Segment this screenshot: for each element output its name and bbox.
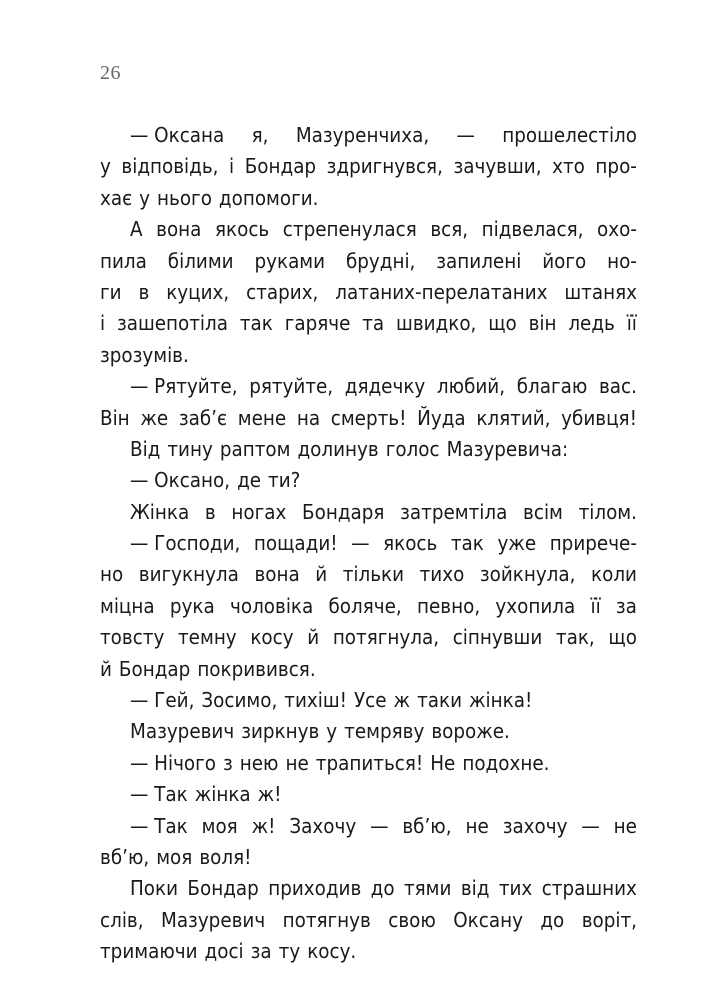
text-line [100, 465, 637, 496]
word: тихо [419, 562, 465, 587]
word: долинув [297, 436, 379, 461]
word: Захочу [289, 813, 357, 838]
text-line [100, 434, 637, 465]
text-line [100, 685, 637, 716]
word: косу [250, 625, 294, 650]
word: її [626, 311, 637, 336]
word: уже [497, 531, 537, 556]
text-line [100, 246, 637, 277]
word: Жінка [130, 499, 190, 524]
word: — Оксано, [130, 468, 231, 493]
word: ту [278, 939, 301, 964]
word: Оксану [453, 907, 523, 932]
word: любий, [436, 374, 506, 399]
word: но- [607, 248, 637, 273]
text-line [100, 214, 637, 245]
word: потягнула, [332, 625, 440, 650]
text-line [100, 811, 637, 842]
page-number: 26 [100, 62, 121, 84]
word: Бондар [244, 154, 317, 179]
word: ледь [568, 311, 615, 336]
word: старих, [246, 279, 319, 304]
word: нього [157, 185, 212, 210]
word: латаних-перелатаних [335, 279, 548, 304]
word: рука [169, 593, 215, 618]
word: сіпнувши [452, 625, 543, 650]
word: штанях [564, 279, 637, 304]
word: так [239, 311, 273, 336]
text-line [100, 183, 637, 214]
word: й [315, 562, 328, 587]
text-line [100, 120, 637, 151]
word: страшних [541, 876, 637, 901]
word: Мазуревич [160, 907, 266, 932]
word: про- [595, 154, 637, 179]
word: рятуйте, [249, 374, 334, 399]
word: же [140, 405, 169, 430]
word: таки [417, 688, 462, 713]
word: до [370, 876, 395, 901]
word: вона [156, 217, 202, 242]
word: приходив [268, 876, 362, 901]
word: Усе [353, 688, 387, 713]
word: темну [178, 625, 237, 650]
word: коли [591, 562, 637, 587]
word: воріт, [581, 907, 637, 932]
word: тихіш! [284, 688, 347, 713]
word: моя [156, 844, 193, 869]
text-line [100, 748, 637, 779]
word: клятий, [476, 405, 551, 430]
word: його [542, 248, 587, 273]
text-line [100, 277, 637, 308]
word: якось [214, 217, 270, 242]
text-line [100, 591, 637, 622]
word: но [100, 562, 124, 587]
word: відповідь, [121, 154, 219, 179]
word: на [296, 405, 321, 430]
text-line [100, 497, 637, 528]
word: Зосимо, [201, 688, 278, 713]
text-line [100, 308, 637, 339]
word: чоловіка [230, 593, 314, 618]
word: Мазуревич [130, 719, 235, 744]
word: мене [237, 405, 287, 430]
word: і [229, 154, 235, 179]
text-line [100, 371, 637, 402]
word: у [139, 185, 151, 210]
word: слів, [100, 907, 144, 932]
word: вб’ю, [100, 844, 150, 869]
word: стрепенулася [282, 217, 417, 242]
word: вся, [430, 217, 469, 242]
word: трапиться! [315, 750, 424, 775]
word: до [540, 907, 565, 932]
word: хто [552, 154, 585, 179]
word: воля! [199, 844, 252, 869]
word: вас. [598, 374, 637, 399]
word: не [465, 813, 489, 838]
word: від [460, 876, 490, 901]
word: голос [385, 436, 440, 461]
word: пила [100, 248, 147, 273]
word: не [285, 750, 309, 775]
word: й [307, 625, 320, 650]
word: запилені [436, 248, 522, 273]
word: зойкнула, [479, 562, 576, 587]
word: гаряче [284, 311, 351, 336]
text-line [100, 779, 637, 810]
word: Мазуренчиха, [295, 123, 430, 147]
word: швидко, [396, 311, 477, 336]
word: затремтіла [400, 499, 508, 524]
word: темряву [344, 719, 425, 744]
word: — [456, 123, 475, 147]
word: підвелася, [481, 217, 584, 242]
word: благаю [516, 374, 588, 399]
word: Бондаря [302, 499, 385, 524]
word: прошелестіло [502, 123, 637, 147]
word: брудні, [345, 248, 416, 273]
word: — Рятуйте, [130, 374, 238, 399]
word: допомоги. [218, 185, 319, 210]
word: за [250, 939, 272, 964]
text-line [100, 905, 637, 936]
word: тілом. [578, 499, 637, 524]
word: Поки [130, 876, 179, 901]
word: у [100, 154, 111, 179]
word: так, [555, 625, 595, 650]
word: — [351, 531, 370, 556]
word: здригнувся, [326, 154, 443, 179]
word: ти? [268, 468, 301, 493]
text-line [100, 842, 637, 873]
word: боляче, [328, 593, 402, 618]
word: вона [254, 562, 300, 587]
word: ж! [251, 813, 276, 838]
word: — Так [130, 813, 188, 838]
word: зиркнув [241, 719, 320, 744]
word: ги [100, 279, 122, 304]
word: за [615, 593, 637, 618]
text-line [100, 936, 637, 967]
word: Мазуревича: [446, 436, 569, 461]
word: всім [523, 499, 563, 524]
word: вороже. [431, 719, 510, 744]
word: міцна [100, 593, 155, 618]
word: охо- [597, 217, 637, 242]
word: смерть! [330, 405, 407, 430]
text-line [100, 559, 637, 590]
text-line [100, 403, 637, 434]
word: моя [201, 813, 238, 838]
word: — Господи, [130, 531, 241, 556]
text-line [100, 716, 637, 747]
word: дядечку [344, 374, 426, 399]
word: пощади! [253, 531, 338, 556]
word: білими [167, 248, 234, 273]
word: ногах [231, 499, 287, 524]
word: товсту [100, 625, 165, 650]
word: її [590, 593, 601, 618]
word: — Так [130, 782, 188, 807]
word: потягнув [282, 907, 371, 932]
word: ж [393, 688, 411, 713]
word: — Нічого [130, 750, 216, 775]
word: захочу [502, 813, 568, 838]
body-text [100, 120, 637, 968]
word: тих [498, 876, 533, 901]
word: і [100, 311, 106, 336]
word: А [130, 217, 143, 242]
word: в [138, 279, 150, 304]
word: що [488, 311, 517, 336]
word: й [100, 656, 112, 681]
word: жінка! [469, 688, 533, 713]
word: досі [204, 939, 244, 964]
word: тями [403, 876, 452, 901]
text-line [100, 340, 637, 371]
word: покривився. [197, 656, 316, 681]
word: — [370, 813, 389, 838]
word: жінка [194, 782, 251, 807]
text-line [100, 528, 637, 559]
word: Від [130, 436, 161, 461]
word: Йуда [417, 405, 466, 430]
word: Бондар [118, 656, 191, 681]
word: — Оксана [130, 123, 225, 147]
word: що [608, 625, 637, 650]
word: певно, [417, 593, 481, 618]
word: де [237, 468, 262, 493]
word: з [223, 750, 233, 775]
word: свою [388, 907, 436, 932]
word: подохне. [462, 750, 550, 775]
word: тину [167, 436, 213, 461]
word: у [326, 719, 338, 744]
text-line [100, 873, 637, 904]
word: ухопила [495, 593, 576, 618]
word: в [204, 499, 216, 524]
text-line [100, 151, 637, 182]
word: косу. [307, 939, 357, 964]
word: — [581, 813, 600, 838]
word: вб’ю, [402, 813, 452, 838]
word: ж! [257, 782, 282, 807]
word: заб’є [178, 405, 228, 430]
word: він [528, 311, 557, 336]
word: прирече- [549, 531, 637, 556]
word: так [450, 531, 484, 556]
text-line [100, 622, 637, 653]
word: тільки [342, 562, 405, 587]
text-line [100, 654, 637, 685]
word: я, [251, 123, 269, 147]
word: — Гей, [130, 688, 195, 713]
word: раптом [219, 436, 291, 461]
word: убивця! [561, 405, 637, 430]
word: зашепотіла [116, 311, 228, 336]
word: нею [239, 750, 279, 775]
word: Не [430, 750, 456, 775]
word: зрозумів. [100, 342, 189, 367]
word: зачувши, [453, 154, 542, 179]
word: вигукнула [138, 562, 239, 587]
word: не [613, 813, 637, 838]
word: руками [254, 248, 326, 273]
word: якось [383, 531, 438, 556]
word: та [362, 311, 385, 336]
word: тримаючи [100, 939, 198, 964]
word: куцих, [166, 279, 230, 304]
word: хає [100, 185, 133, 210]
word: Він [100, 405, 130, 430]
word: Бондар [187, 876, 259, 901]
